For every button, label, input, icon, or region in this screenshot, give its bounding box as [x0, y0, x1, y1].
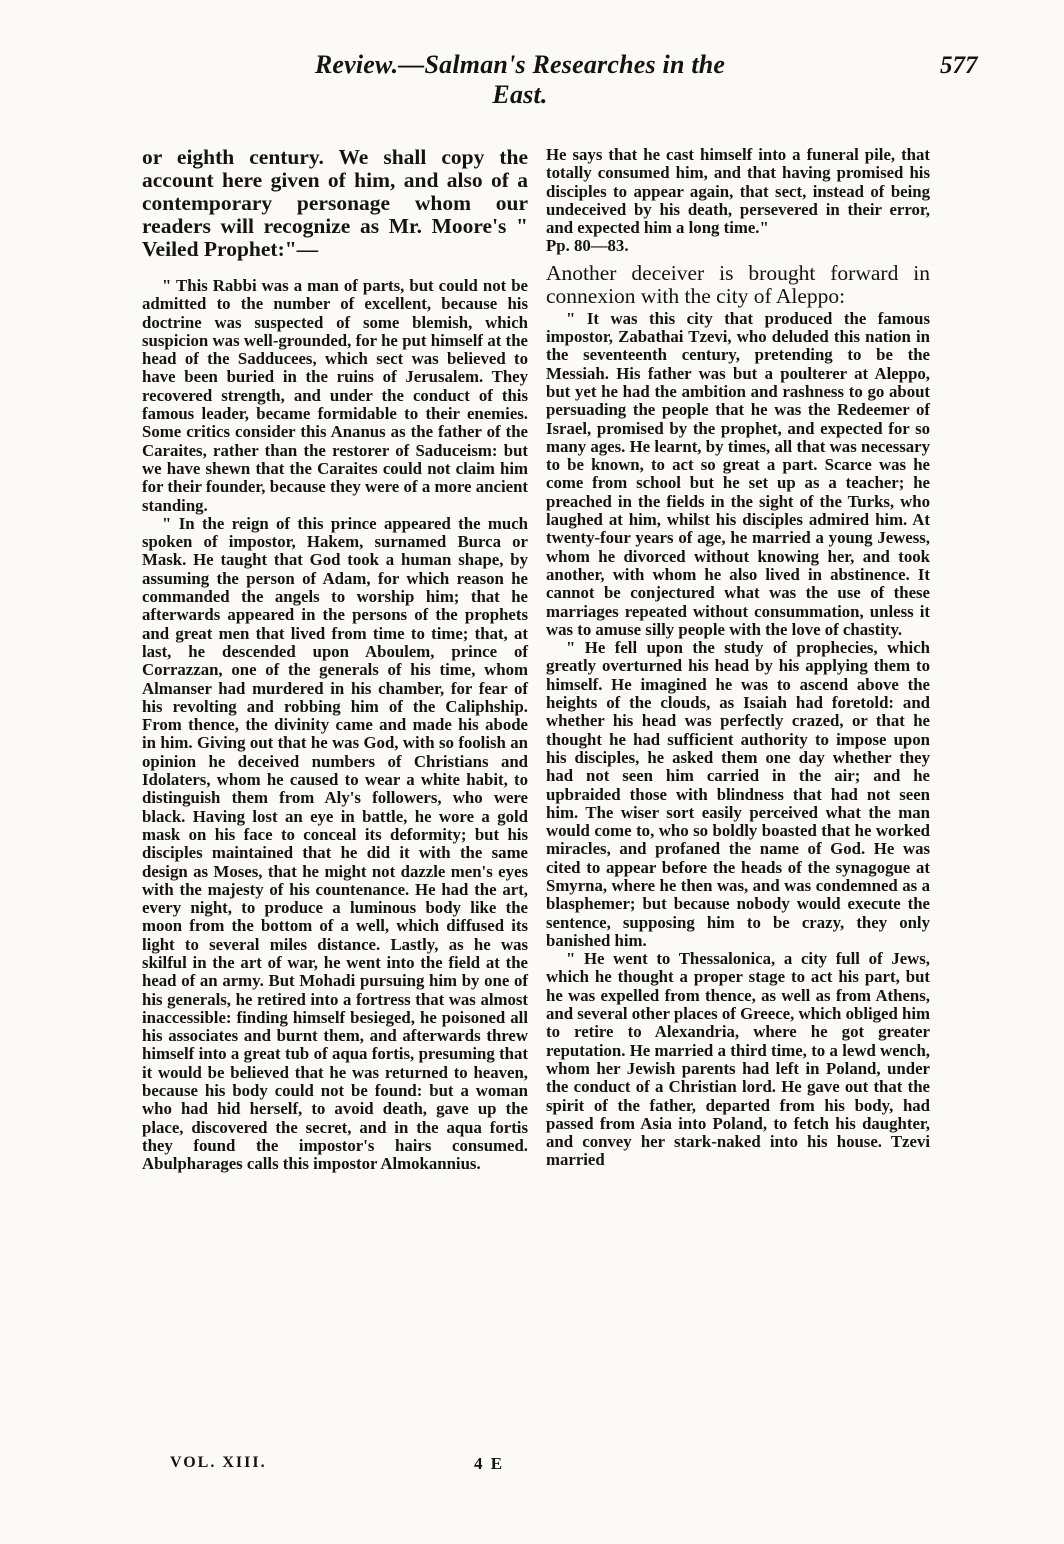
quote-paragraph-hakem: " In the reign of this prince appeared the much spoken of impostor, Hakem, surnamed Burca or Mask. He taught that God took a human shape, by assuming the person of Adam, for which reason he commanded the angels to worship him; that he afterwards appeared in the persons of the prophets and great men that lived from time to time; that, at last, he descended upon Aboulem, prince of Corrazzan, one of the generals of his time, whom Almanser had murdered in his chamber, for fear of his revolting and robbing him of the Caliphship. From thence, the divinity came and made his abode in him. Giving out that he was God, with so foolish an opinion he deceived numbers of Christians and Idolaters, whom he caused to wear a white habit, to distinguish them from Aly's followers, who were black. Having lost an eye in battle, he wore a gold mask on his face to conceal its deformity; but his disciples maintained that he did it with the same design as Moses, that he might not dazzle men's eyes with the majesty of his countenance. He had the art, every night, to produce a luminous body like the moon from the bottom of a well, which diffused its light to several miles distance. Lastly, as he was skilful in the art of war, he went into the field at the head of an army. But Mohadi pursuing him by one of his generals, he retired into a fortress that was almost inaccessible: finding himself besieged, he poisoned all his associates and burnt them, and afterwards threw himself into a great tub of aqua fortis, presuming that it would be believed that he was returned to heaven, because his body could not be found: but a woman who had hid herself, to avoid death, gave up the place, discovered the secret, and in the aqua fortis they found the impostor's hairs consumed. Abulpharages calls this impostor Almokannius.	[142, 513, 528, 1174]
page-header	[0, 38, 1064, 109]
page-footer	[170, 1454, 530, 1484]
intro-paragraph: or eighth century. We shall copy the account here given of him, and also of a contemporary personage whom our readers will recognize as Mr. Moore's " Veiled Prophet:"—	[142, 145, 528, 261]
quote-paragraph-prophecies: " He fell upon the study of prophecies, which greatly overturned his head by his applying them to himself. He imagined he was to ascend above the heights of the clouds, as Isaiah had foretold: and whether his head was perfectly crazed, or that he thought he had sufficient authority to impose upon his disciples, he asked them one day whether they had not seen him carried in the air; and he upbraided those with blindness that had not seen him. The wiser sort easily perceived what the man would come to, who so boldly boasted that he worked miracles, and profaned the name of God. He was cited to appear before the heads of the synagogue at Smyrna, where he then was, and was condemned as a blasphemer; but because nobody would execute the sentence, supposing him to be crazy, they only banished him.	[546, 638, 930, 950]
right-column	[546, 146, 930, 1170]
left-column	[142, 146, 528, 1174]
volume-label: VOL. XIII.	[170, 1454, 267, 1471]
page-number: 577	[940, 52, 978, 79]
page-reference: Pp. 80—83.	[546, 236, 629, 256]
quote-paragraph-zabathai: " It was this city that produced the famous impostor, Zabathai Tzevi, who deluded this nation in the seventeenth century, pretending to be the Messiah. His father was but a poulterer at Aleppo, but yet he had the ambition and rashness to go about persuading the people that he was the Redeemer of Israel, promised by the prophet, and expected for so many ages. He learnt, by times, all that was necessary to be known, to act so great a part. Scarce was he come from school but he set up as a teacher; he preached in the fields in the sight of the Turks, who laughed at him, whilst his disciples admired him. At twenty-four years of age, he married a young Jewess, whom he divorced without knowing her, and took another, with whom he also lived in abstinence. It cannot be conjectured what was the use of these marriages repeated without consummation, unless it was to amuse silly people with the love of chastity.	[546, 308, 930, 639]
quote-paragraph-continued: He says that he cast himself into a funeral pile, that totally consumed him, and that having promised his disciples to appear again, that sect, instead of being undeceived by his death, persevered in their error, and expected him a long time."	[546, 145, 930, 238]
quote-paragraph-rabbi: " This Rabbi was a man of parts, but could not be admitted to the number of excellent, because his doctrine was suspected of some blemish, which suspicion was well-grounded, for he put himself at the head of the Sadducees, which sect was believed to have been buried in the ruins of Jerusalem. They recovered strength, and under the conduct of this famous leader, became formidable to their enemies. Some critics consider this Ananus as the father of the Caraites, rather than the restorer of Saduceism: but we have shewn that the Caraites could not claim him for their founder, because they were of a more ancient standing.	[142, 276, 528, 515]
section-intro-aleppo: Another deceiver is brought forward in connexion with the city of Aleppo:	[546, 260, 930, 308]
quote-paragraph-thessalonica: " He went to Thessalonica, a city full of Jews, which he thought a proper stage to act his part, but he was expelled from thence, as well as from Athens, and several other places of Greece, which obliged him to retire to Alexandria, where he got greater reputation. He married a third time, to a lewd wench, whom her Jewish parents had left in Poland, under the conduct of a Christian lord. He gave out that the spirit of the father, departed from his body, had passed from Asia into Poland, to fetch his daughter, and convey her stark-naked into his house. Tzevi married	[546, 949, 930, 1170]
signature-mark: 4 E	[474, 1454, 505, 1473]
running-title: Review.—Salman's Researches in the East.	[314, 50, 726, 109]
